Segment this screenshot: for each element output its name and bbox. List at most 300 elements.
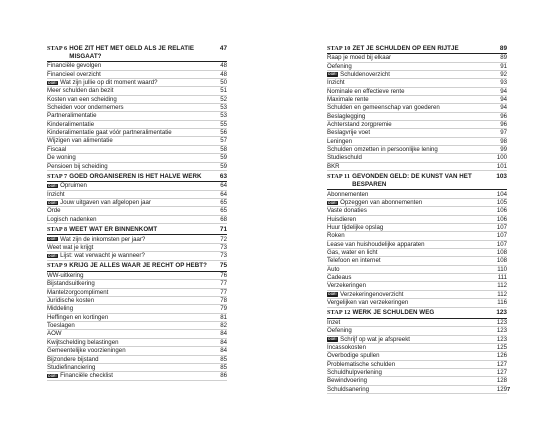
entry-label-wrap (47, 62, 101, 69)
toc-entry[interactable] (327, 71, 507, 79)
toc-entry[interactable] (327, 216, 507, 224)
toc-section (47, 172, 227, 224)
entry-label: Kinderalimentatie (47, 120, 95, 128)
toc-entry[interactable] (327, 361, 507, 369)
entry-page-number: 112 (497, 290, 507, 298)
entry-page-number: 79 (220, 305, 227, 313)
entry-label-wrap (327, 352, 380, 359)
toc-entry[interactable] (327, 113, 507, 121)
toc-section (47, 44, 227, 171)
entry-page-number: 107 (496, 224, 507, 232)
entry-label-wrap (47, 96, 117, 103)
entry-label-wrap (327, 191, 368, 198)
entry-page-number: 57 (220, 137, 227, 145)
toc-entry[interactable] (327, 191, 507, 199)
entry-label-wrap (327, 163, 340, 170)
toc-entry[interactable] (327, 146, 507, 154)
toc-entry[interactable] (327, 224, 507, 232)
doe-badge: DOE! (48, 253, 57, 258)
toc-entry[interactable] (47, 305, 227, 313)
entry-label: Huisdieren (327, 215, 357, 223)
step-number: STAP 8 (47, 225, 68, 233)
entry-label: AOW (47, 330, 62, 338)
toc-entry[interactable] (327, 352, 507, 360)
entry-page-number: 105 (496, 199, 507, 207)
entry-page-number: 84 (220, 347, 227, 355)
toc-entry[interactable] (327, 54, 507, 62)
doe-badge: DOE! (328, 292, 337, 297)
toc-entry[interactable] (327, 207, 507, 215)
toc-entry[interactable] (47, 112, 227, 120)
toc-entry[interactable] (47, 163, 227, 171)
doe-badge: DOE! (328, 72, 337, 77)
toc-entry[interactable] (47, 191, 227, 199)
toc-entry[interactable] (47, 364, 227, 372)
section-heading[interactable] (47, 262, 227, 272)
entry-label: Inzet (327, 318, 341, 326)
entry-label: Auto (327, 265, 340, 273)
entry-label: Middeling (47, 305, 74, 313)
entry-label: Schulden en gemeenschap van goederen (327, 104, 440, 112)
entry-label-wrap (47, 347, 126, 354)
entry-page-number: 85 (220, 363, 227, 371)
entry-label: Telefoon en internet (327, 257, 381, 265)
section-heading[interactable] (47, 172, 227, 182)
entry-label-wrap (47, 191, 65, 198)
toc-entry[interactable] (327, 291, 507, 299)
entry-label: Financiële checklist (60, 372, 113, 380)
entry-label: Scheiden voor ondernemers (47, 104, 124, 112)
toc-entry[interactable] (47, 216, 227, 224)
toc-entry[interactable] (47, 314, 227, 322)
toc-entry[interactable] (47, 356, 227, 364)
toc-entry[interactable] (47, 252, 227, 260)
entry-page-number: 100 (496, 154, 507, 162)
section-heading[interactable] (327, 309, 507, 319)
entry-label: Wijzigen van alimentatie (47, 137, 113, 145)
entry-label-wrap (327, 232, 345, 239)
entry-label: Studiefinanciering (47, 363, 96, 371)
entry-label-wrap (327, 282, 366, 289)
toc-entry[interactable] (47, 62, 227, 70)
toc-entry[interactable] (47, 79, 227, 87)
entry-label: WW-uitkering (47, 272, 84, 280)
entry-label-wrap (327, 104, 440, 111)
entry-label: Fiscaal (47, 145, 67, 153)
entry-label-wrap (327, 146, 438, 153)
entry-page-number: 126 (496, 352, 507, 360)
toc-entry[interactable] (327, 104, 507, 112)
toc-entry[interactable] (327, 88, 507, 96)
entry-label: Roken (327, 232, 345, 240)
entry-page-number: 97 (500, 129, 507, 137)
entry-label-wrap (47, 207, 61, 214)
entry-page-number: 72 (220, 235, 227, 243)
entry-label: Huur tijdelijke opslag (327, 224, 384, 232)
entry-label-wrap (327, 299, 408, 306)
section-title: GEVONDEN GELD: DE KUNST VAN HET BESPAREN (352, 172, 472, 189)
toc-entry[interactable] (327, 369, 507, 377)
entry-label-wrap (327, 241, 425, 248)
entry-label: Maximale rente (327, 95, 369, 103)
entry-page-number: 96 (500, 112, 507, 120)
entry-page-number: 81 (220, 313, 227, 321)
entry-page-number: 94 (500, 95, 507, 103)
entry-label: Lease van huishoudelijke apparaten (327, 240, 425, 248)
entry-page-number: 77 (220, 288, 227, 296)
entry-label: Financiële gevolgen (47, 62, 102, 70)
toc-section (327, 172, 507, 307)
section-page-number: 71 (219, 225, 227, 233)
entry-page-number: 68 (220, 215, 227, 223)
toc-entry[interactable] (47, 339, 227, 347)
toc-entry[interactable] (47, 96, 227, 104)
toc-entry[interactable] (327, 163, 507, 171)
entry-label-wrap (327, 344, 366, 351)
section-page-number: 123 (496, 309, 507, 317)
entry-label-wrap (47, 252, 145, 259)
entry-label: Inzicht (327, 79, 345, 87)
entry-label-wrap (47, 87, 113, 94)
entry-label: Nominale en effectieve rente (327, 87, 405, 95)
entry-label: Gas, water en licht (327, 249, 378, 257)
section-heading[interactable] (327, 172, 507, 190)
entry-label-wrap (327, 216, 356, 223)
entry-label: Pensioen bij scheiding (47, 162, 108, 170)
entry-page-number: 91 (500, 62, 507, 70)
entry-label: Heffingen en kortingen (47, 313, 109, 321)
entry-label-wrap (47, 216, 96, 223)
toc-entry[interactable] (327, 274, 507, 282)
doe-badge: DOE! (48, 200, 57, 205)
entry-page-number: 106 (496, 215, 507, 223)
entry-page-number: 48 (220, 62, 227, 70)
toc-entry[interactable] (47, 121, 227, 129)
step-number: STAP 7 (47, 172, 68, 180)
entry-page-number: 73 (220, 252, 227, 260)
entry-label-wrap (47, 280, 95, 287)
entry-label-wrap (327, 319, 340, 326)
entry-label: Kinderalimentatie gaat vóór partneralimentatie (47, 129, 172, 137)
entry-page-number: 123 (496, 327, 507, 335)
entry-label-wrap (47, 236, 145, 243)
toc-entry[interactable] (327, 249, 507, 257)
entry-page-number: 85 (220, 355, 227, 363)
entry-label-wrap (327, 138, 352, 145)
entry-page-number: 50 (220, 79, 227, 87)
entry-page-number: 116 (497, 299, 507, 307)
entry-label-wrap (327, 79, 345, 86)
doe-badge: DOE! (48, 373, 57, 378)
entry-label-wrap (327, 54, 391, 61)
entry-label-wrap (327, 386, 369, 393)
entry-label: Studieschuld (327, 154, 362, 162)
entry-label-wrap (47, 289, 108, 296)
entry-page-number: 94 (500, 104, 507, 112)
entry-label: Schrijf op wat je afspreekt (340, 335, 410, 343)
entry-page-number: 125 (496, 344, 507, 352)
entry-label: Schuldsanering (327, 385, 370, 393)
entry-label-wrap (47, 79, 157, 86)
entry-page-number: 107 (496, 240, 507, 248)
toc-entry[interactable] (327, 319, 507, 327)
toc-entry[interactable] (47, 71, 227, 79)
entry-page-number: 127 (496, 360, 507, 368)
entry-label: Verzekeringen (327, 282, 366, 290)
doe-badge: DOE! (48, 237, 57, 242)
step-number: STAP 9 (47, 262, 68, 270)
entry-label: Bijstandsuitkering (47, 280, 95, 288)
toc-entry[interactable] (327, 138, 507, 146)
entry-label-wrap (327, 327, 352, 334)
entry-page-number: 52 (220, 95, 227, 103)
toc-entry[interactable] (47, 146, 227, 154)
entry-label-wrap (47, 330, 62, 337)
entry-label-wrap (327, 71, 390, 78)
entry-label: Financieel overzicht (47, 70, 101, 78)
entry-label-wrap (47, 314, 108, 321)
entry-label: Verzekeringenoverzicht (340, 290, 404, 298)
entry-label: Leningen (327, 137, 353, 145)
doe-badge: DOE! (48, 183, 57, 188)
entry-label: Beslagvrije voet (327, 129, 371, 137)
entry-page-number: 86 (220, 372, 227, 380)
entry-label-wrap (327, 199, 422, 206)
section-heading[interactable] (327, 44, 507, 54)
entry-page-number: 106 (496, 207, 507, 215)
toc-entry[interactable] (327, 154, 507, 162)
entry-label-wrap (327, 361, 395, 368)
entry-page-number: 123 (496, 335, 507, 343)
entry-label: Vergelijken van verzekeringen (327, 299, 409, 307)
toc-entry[interactable] (327, 299, 507, 307)
entry-label: Wat zijn jullie op dit moment waard? (60, 79, 158, 87)
entry-page-number: 65 (220, 199, 227, 207)
section-heading[interactable] (47, 44, 227, 62)
toc-entry[interactable] (47, 182, 227, 190)
section-heading[interactable] (47, 225, 227, 235)
entry-page-number: 107 (496, 232, 507, 240)
entry-page-number: 84 (220, 330, 227, 338)
toc-entry[interactable] (327, 386, 507, 394)
toc-entry[interactable] (47, 87, 227, 95)
entry-label: Overbodige spullen (327, 352, 380, 360)
entry-label-wrap (327, 207, 367, 214)
toc-entry[interactable] (327, 96, 507, 104)
entry-label-wrap (47, 297, 94, 304)
entry-label: Schuldhulpverlening (327, 369, 382, 377)
toc-entry[interactable] (47, 272, 227, 280)
toc-entry[interactable] (47, 104, 227, 112)
entry-label-wrap (327, 129, 370, 136)
entry-label: Beslaglegging (327, 112, 366, 120)
toc-entry[interactable] (327, 266, 507, 274)
section-title: WEET WAT ER BINNENKOMT (69, 225, 158, 233)
entry-label: Schuldenoverzicht (340, 70, 390, 78)
toc-entry[interactable] (47, 199, 227, 207)
entry-page-number: 127 (496, 369, 507, 377)
entry-label-wrap (47, 112, 96, 119)
entry-label-wrap (47, 356, 99, 363)
toc-entry[interactable] (327, 121, 507, 129)
entry-page-number: 93 (500, 79, 507, 87)
entry-label: Incassokosten (327, 344, 366, 352)
entry-label: Lijst: wat verwacht je wanneer? (60, 252, 145, 260)
entry-label-wrap (327, 113, 365, 120)
toc-entry[interactable] (47, 244, 227, 252)
toc-entry[interactable] (47, 372, 227, 380)
entry-page-number: 58 (220, 145, 227, 153)
step-number: STAP 12 (327, 309, 351, 317)
entry-label: Kosten van een scheiding (47, 95, 117, 103)
entry-page-number: 92 (500, 70, 507, 78)
toc-entry[interactable] (327, 129, 507, 137)
entry-label: Toeslagen (47, 322, 75, 330)
entry-label: Raap je moed bij elkaar (327, 54, 392, 62)
entry-label-wrap (327, 121, 392, 128)
entry-page-number: 76 (220, 272, 227, 280)
toc-section (327, 309, 507, 394)
section-title: KRIJG JE ALLES WAAR JE RECHT OP HEBT? (69, 262, 207, 270)
entry-label-wrap (47, 272, 83, 279)
doe-badge: DOE! (328, 337, 337, 342)
entry-page-number: 108 (496, 257, 507, 265)
entry-page-number: 108 (496, 249, 507, 257)
toc-entry[interactable] (327, 377, 507, 385)
entry-label-wrap (47, 129, 172, 136)
entry-label: Jouw uitgaven van afgelopen jaar (60, 199, 151, 207)
toc-entry[interactable] (47, 297, 227, 305)
doe-badge: DOE! (48, 80, 57, 85)
entry-label-wrap (327, 249, 377, 256)
toc-entry[interactable] (327, 344, 507, 352)
entry-label: Opzeggen van abonnementen (340, 199, 423, 207)
entry-page-number: 84 (220, 338, 227, 346)
entry-label: Weet wat je krijgt (47, 243, 94, 251)
entry-label-wrap (327, 257, 381, 264)
entry-page-number: 99 (500, 145, 507, 153)
doe-badge: DOE! (328, 200, 337, 205)
entry-page-number: 51 (220, 87, 227, 95)
entry-label: Achterstand zorgpremie (327, 120, 392, 128)
toc-entry[interactable] (47, 330, 227, 338)
toc-entry[interactable] (47, 347, 227, 355)
entry-label-wrap (47, 71, 101, 78)
toc-entry[interactable] (47, 154, 227, 162)
toc-entry[interactable] (327, 327, 507, 335)
section-page-number: 103 (496, 172, 507, 180)
entry-page-number: 96 (500, 120, 507, 128)
toc-entry[interactable] (47, 129, 227, 137)
entry-label-wrap (47, 305, 73, 312)
entry-label-wrap (327, 274, 351, 281)
step-number: STAP 10 (327, 44, 351, 52)
entry-label-wrap (47, 146, 66, 153)
section-page-number: 47 (219, 44, 227, 52)
entry-label: Cadeaus (327, 274, 352, 282)
toc-entry[interactable] (47, 207, 227, 215)
section-page-number: 63 (219, 172, 227, 180)
entry-label-wrap (327, 291, 404, 298)
toc-entry[interactable] (327, 257, 507, 265)
toc-entry[interactable] (327, 336, 507, 344)
entry-label: Problematische schulden (327, 360, 396, 368)
entry-page-number: 111 (497, 274, 507, 282)
toc-entry[interactable] (327, 232, 507, 240)
section-page-number: 89 (499, 44, 507, 52)
toc-entry[interactable] (47, 289, 227, 297)
toc-entry[interactable] (327, 199, 507, 207)
entry-page-number: 112 (497, 282, 507, 290)
entry-label-wrap (327, 63, 352, 70)
entry-label: Meer schulden dan bezit (47, 87, 114, 95)
entry-label-wrap (47, 199, 151, 206)
entry-label: Gemeentelijke voorzieningen (47, 347, 126, 355)
entry-label: Orde (47, 207, 61, 215)
entry-page-number: 123 (496, 318, 507, 326)
entry-page-number: 129 (496, 385, 507, 393)
toc-entry[interactable] (47, 236, 227, 244)
entry-page-number: 64 (220, 182, 227, 190)
toc-entry[interactable] (327, 79, 507, 87)
entry-label-wrap (47, 244, 93, 251)
entry-label-wrap (47, 104, 124, 111)
entry-label: BKR (327, 162, 340, 170)
entry-label: Inzicht (47, 190, 65, 198)
toc-entry[interactable] (47, 280, 227, 288)
entry-label-wrap (47, 339, 118, 346)
entry-page-number: 59 (220, 162, 227, 170)
entry-label: Oefening (327, 62, 352, 70)
entry-page-number: 82 (220, 322, 227, 330)
entry-page-number: 59 (220, 154, 227, 162)
entry-label-wrap (327, 88, 404, 95)
entry-page-number: 48 (220, 70, 227, 78)
toc-entry[interactable] (47, 137, 227, 145)
entry-page-number: 77 (220, 280, 227, 288)
section-page-number: 75 (219, 262, 227, 270)
entry-label: Partneralimentatie (47, 112, 97, 120)
entry-label: Bijzondere bijstand (47, 355, 99, 363)
entry-label-wrap (327, 377, 367, 384)
entry-label-wrap (47, 121, 94, 128)
entry-page-number: 53 (220, 112, 227, 120)
entry-page-number: 65 (220, 207, 227, 215)
entry-label: Kwijtschelding belastingen (47, 338, 119, 346)
toc-right-column (327, 44, 507, 395)
toc-entry[interactable] (327, 241, 507, 249)
entry-label-wrap (327, 336, 410, 343)
entry-label: Logisch nadenken (47, 215, 97, 223)
toc-section (47, 262, 227, 381)
entry-label-wrap (47, 372, 113, 379)
entry-label: Bewindvoering (327, 377, 367, 385)
section-title: WERK JE SCHULDEN WEG (352, 309, 435, 317)
entry-page-number: 64 (220, 190, 227, 198)
toc-entry[interactable] (327, 63, 507, 71)
toc-section (47, 225, 227, 260)
page-number: 7 (507, 387, 511, 393)
entry-page-number: 128 (496, 377, 507, 385)
toc-entry[interactable] (327, 282, 507, 290)
toc-section (327, 44, 507, 171)
entry-label-wrap (47, 364, 95, 371)
toc-entry[interactable] (47, 322, 227, 330)
entry-label-wrap (327, 96, 369, 103)
entry-label-wrap (47, 163, 108, 170)
entry-page-number: 94 (500, 87, 507, 95)
entry-page-number: 78 (220, 297, 227, 305)
